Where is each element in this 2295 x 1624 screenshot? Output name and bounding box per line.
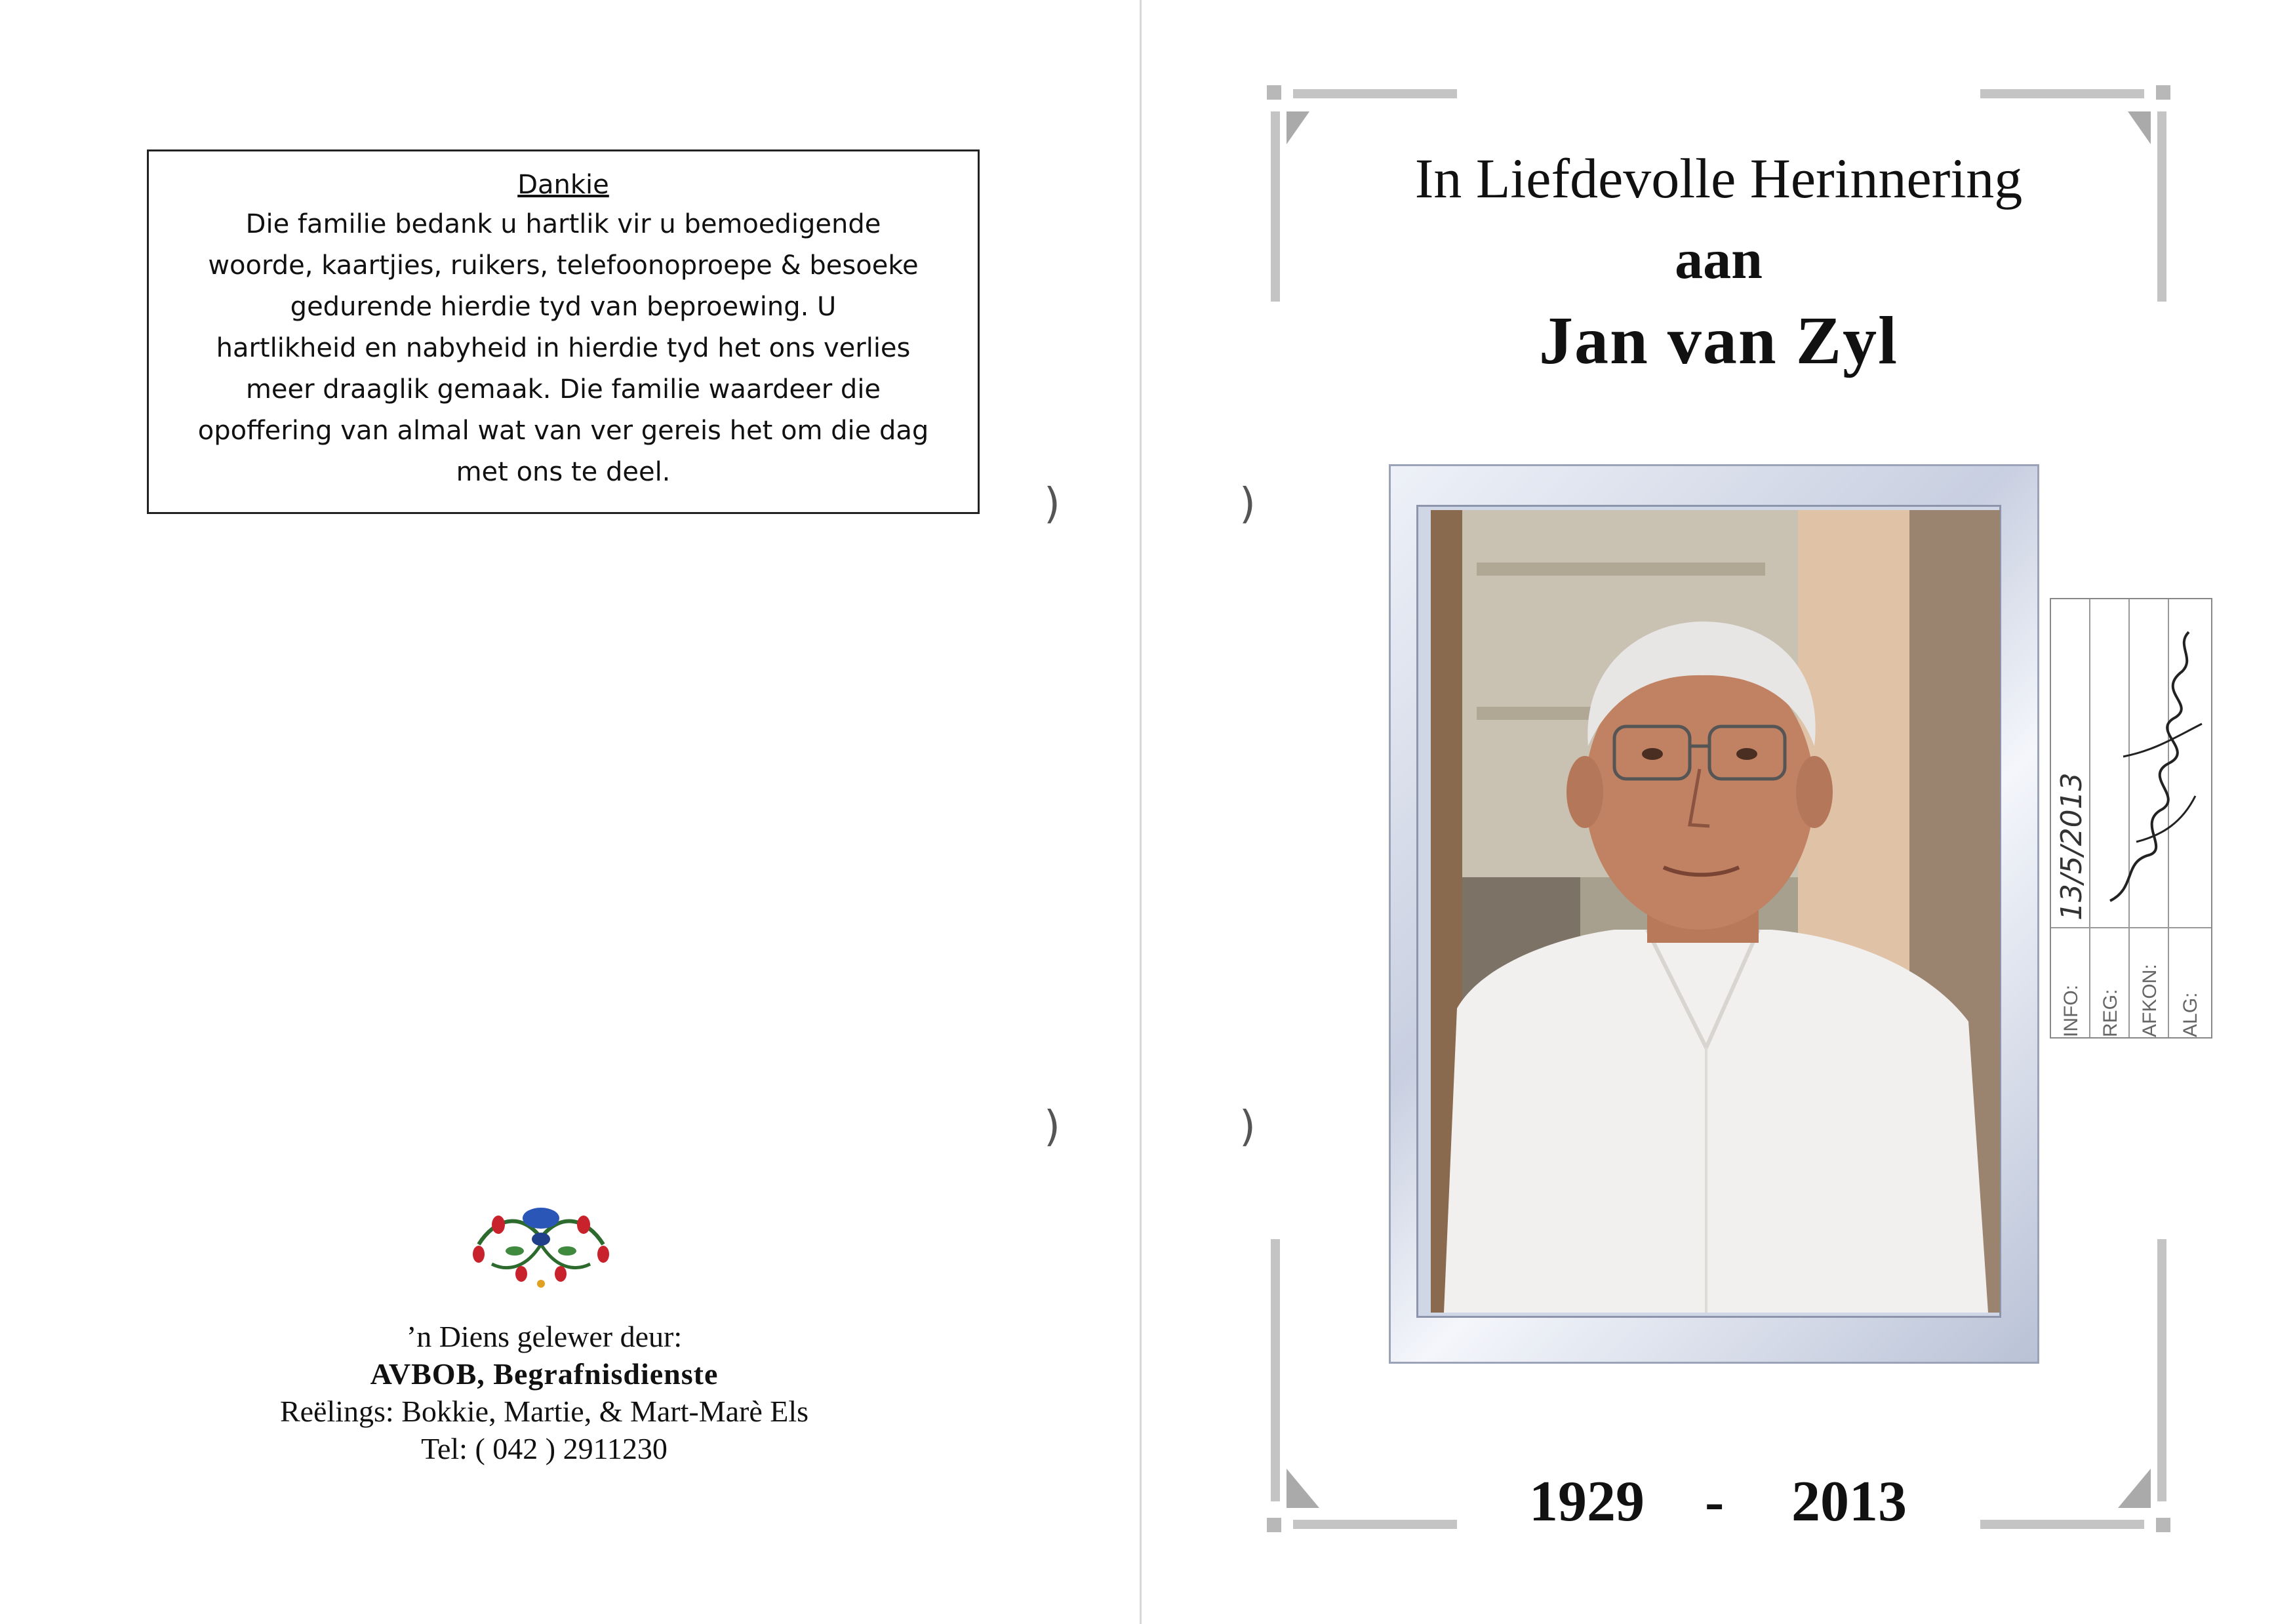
stamp-label-info: INFO: (2060, 985, 2082, 1037)
service-phone: Tel: ( 042 ) 2911230 (421, 1432, 668, 1465)
service-intro: ’n Diens gelewer deur: (406, 1320, 683, 1353)
thank-you-line: met ons te deel. (456, 457, 671, 487)
birth-year: 1929 (1529, 1470, 1645, 1534)
stamp-divider (2051, 927, 2211, 928)
year-dash: - (1705, 1470, 1725, 1534)
left-page (0, 0, 1141, 1624)
floral-ornament-icon (459, 1192, 623, 1290)
stamp-date: 13/5/2013 (2055, 772, 2088, 921)
stamp-label-reg: REG: (2100, 989, 2121, 1037)
thank-you-line: hartlikheid en nabyheid in hierdie tyd het ons verlies (216, 333, 911, 363)
registration-stamp (2050, 598, 2212, 1039)
punch-hole-mark: ) (1239, 1103, 1256, 1151)
stamp-label-afkon: AFKON: (2139, 964, 2161, 1037)
punch-hole-mark: ) (1239, 480, 1256, 528)
thank-you-title: Dankie (517, 170, 609, 200)
handwritten-signature (2097, 625, 2208, 914)
death-year: 2013 (1791, 1470, 1907, 1534)
thank-you-line: opoffering van almal wat van ver gereis het om die dag (197, 416, 929, 446)
stamp-label-alg: ALG: (2180, 992, 2201, 1037)
deceased-name: Jan van Zyl (1539, 303, 1898, 378)
memorial-heading: In Liefdevolle Herinnering (1414, 147, 2023, 210)
thank-you-line: meer draaglik gemaak. Die familie waardeer die (245, 374, 881, 405)
thank-you-line: Die familie bedank u hartlik vir u bemoedigende (245, 209, 881, 239)
heading-connector: aan (1675, 228, 1763, 290)
thank-you-line: woorde, kaartjies, ruikers, telefoonoproepe & besoeke (208, 250, 919, 281)
thank-you-message (157, 204, 970, 493)
punch-hole-mark: ) (1044, 1103, 1060, 1151)
thank-you-box (147, 149, 980, 514)
punch-hole-mark: ) (1044, 480, 1060, 528)
portrait-photo (1431, 510, 2000, 1313)
service-company: AVBOB, Begrafnisdienste (370, 1357, 719, 1391)
page-fold (1140, 0, 1142, 1624)
service-arrangements: Reëlings: Bokkie, Martie, & Mart-Marè Els (279, 1395, 809, 1428)
funeral-service-credits (151, 1318, 938, 1467)
thank-you-line: gedurende hierdie tyd van beproewing. U (290, 292, 837, 322)
